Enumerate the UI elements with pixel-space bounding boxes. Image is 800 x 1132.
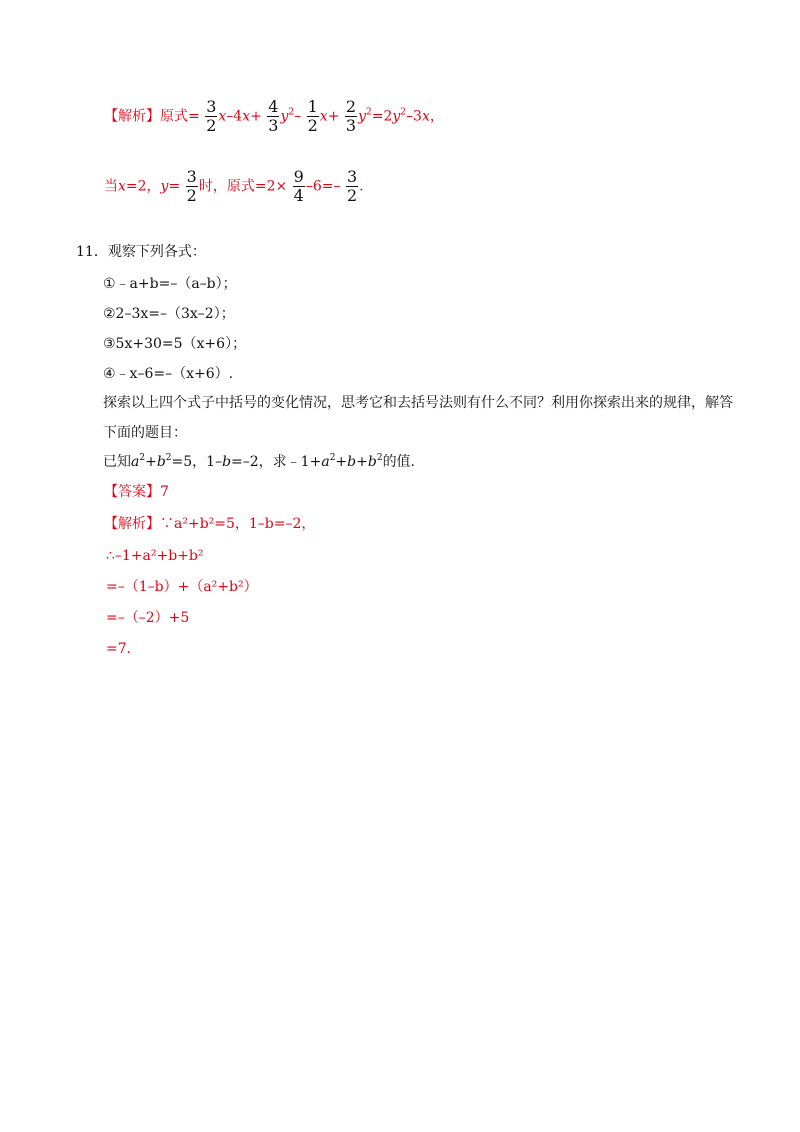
exponent: 2 bbox=[139, 453, 146, 463]
text: + bbox=[327, 108, 340, 125]
analysis-label: 【解析】 bbox=[104, 516, 160, 532]
var: b bbox=[156, 454, 166, 470]
var: y bbox=[392, 108, 401, 125]
question-11-item-2: ②2–3x=–（3x–2）； bbox=[103, 306, 235, 322]
text: –3 bbox=[406, 108, 422, 125]
var: y bbox=[358, 108, 366, 125]
var: a bbox=[321, 454, 330, 470]
question-11-item-3: ③5x+30=5（x+6）； bbox=[103, 336, 247, 352]
question-11-given bbox=[103, 452, 415, 472]
exponent: 2 bbox=[365, 107, 372, 118]
fraction bbox=[345, 98, 357, 135]
var: b bbox=[367, 454, 377, 470]
question-11-item-4: ④﹣x–6=–（x+6）. bbox=[103, 366, 234, 382]
denominator: 3 bbox=[345, 116, 357, 135]
text: ∵a²+b²=5，1–b=–2， bbox=[160, 516, 316, 532]
var: x bbox=[421, 108, 430, 125]
text: + bbox=[356, 454, 368, 470]
exponent: 2 bbox=[288, 107, 295, 118]
numerator: 3 bbox=[206, 97, 217, 116]
exponent: 2 bbox=[329, 453, 336, 463]
text: ， bbox=[429, 108, 444, 125]
text: =2 bbox=[371, 108, 393, 125]
question-11-heading: 11．观察下列各式： bbox=[76, 244, 206, 260]
denominator: 2 bbox=[186, 186, 197, 205]
var: x bbox=[218, 108, 227, 125]
analysis-line-1 bbox=[104, 514, 315, 534]
analysis-line-4: =–（–2）+5 bbox=[106, 610, 190, 626]
solution-10-line-2 bbox=[104, 168, 364, 205]
denominator: 4 bbox=[293, 186, 304, 205]
var: y bbox=[280, 108, 289, 125]
analysis-label: 【解析】 bbox=[104, 108, 160, 125]
denominator: 2 bbox=[206, 116, 217, 135]
exponent: 2 bbox=[400, 107, 407, 118]
text: + bbox=[145, 454, 157, 470]
text: – bbox=[294, 108, 302, 125]
fraction bbox=[346, 168, 358, 205]
text: =5，1– bbox=[171, 454, 223, 470]
var: x bbox=[118, 178, 126, 195]
analysis-line-5: =7. bbox=[106, 641, 132, 657]
analysis-line-2: ∴–1+a²+b+b² bbox=[106, 548, 204, 564]
text: 时，原式=2× bbox=[198, 178, 288, 195]
exponent: 2 bbox=[165, 453, 172, 463]
text: 的值. bbox=[382, 454, 416, 470]
fraction bbox=[186, 168, 198, 205]
text: = bbox=[168, 178, 181, 195]
var: y bbox=[160, 178, 169, 195]
fraction bbox=[205, 98, 217, 135]
var: x bbox=[319, 108, 328, 125]
text: =2， bbox=[125, 178, 161, 195]
text: –6=– bbox=[305, 178, 341, 195]
numerator: 9 bbox=[293, 167, 304, 186]
numerator: 2 bbox=[345, 97, 357, 116]
numerator: 4 bbox=[268, 97, 279, 116]
fraction bbox=[267, 98, 279, 135]
text: =–2，求﹣1+ bbox=[231, 454, 322, 470]
denominator: 3 bbox=[268, 116, 279, 135]
exponent: 2 bbox=[376, 453, 383, 463]
text: . bbox=[359, 178, 364, 195]
numerator: 3 bbox=[346, 167, 358, 186]
answer-label: 【答案】7 bbox=[104, 484, 169, 500]
text: 原式= bbox=[160, 108, 200, 125]
fraction bbox=[307, 98, 319, 135]
var: b bbox=[347, 454, 357, 470]
numerator: 1 bbox=[307, 97, 318, 116]
text: + bbox=[250, 108, 262, 125]
analysis-line-3: =–（1–b）+（a²+b²） bbox=[106, 579, 258, 595]
var: b bbox=[222, 454, 232, 470]
numerator: 3 bbox=[186, 167, 197, 186]
denominator: 2 bbox=[307, 116, 318, 135]
question-11-paragraph-1: 探索以上四个式子中括号的变化情况，思考它和去括号法则有什么不同？利用你探索出来的规律，解答 bbox=[103, 395, 733, 411]
text: + bbox=[335, 454, 348, 470]
text: –4 bbox=[226, 108, 243, 125]
solution-10-line-1 bbox=[104, 98, 444, 135]
text: 当 bbox=[104, 178, 118, 195]
denominator: 2 bbox=[346, 186, 358, 205]
var: x bbox=[242, 108, 251, 125]
question-11-item-1: ①﹣a+b=–（a–b）； bbox=[103, 276, 237, 292]
question-11-paragraph-2: 下面的题目： bbox=[103, 425, 187, 441]
var: a bbox=[131, 454, 140, 470]
fraction bbox=[293, 168, 305, 205]
text: 已知 bbox=[103, 454, 131, 470]
